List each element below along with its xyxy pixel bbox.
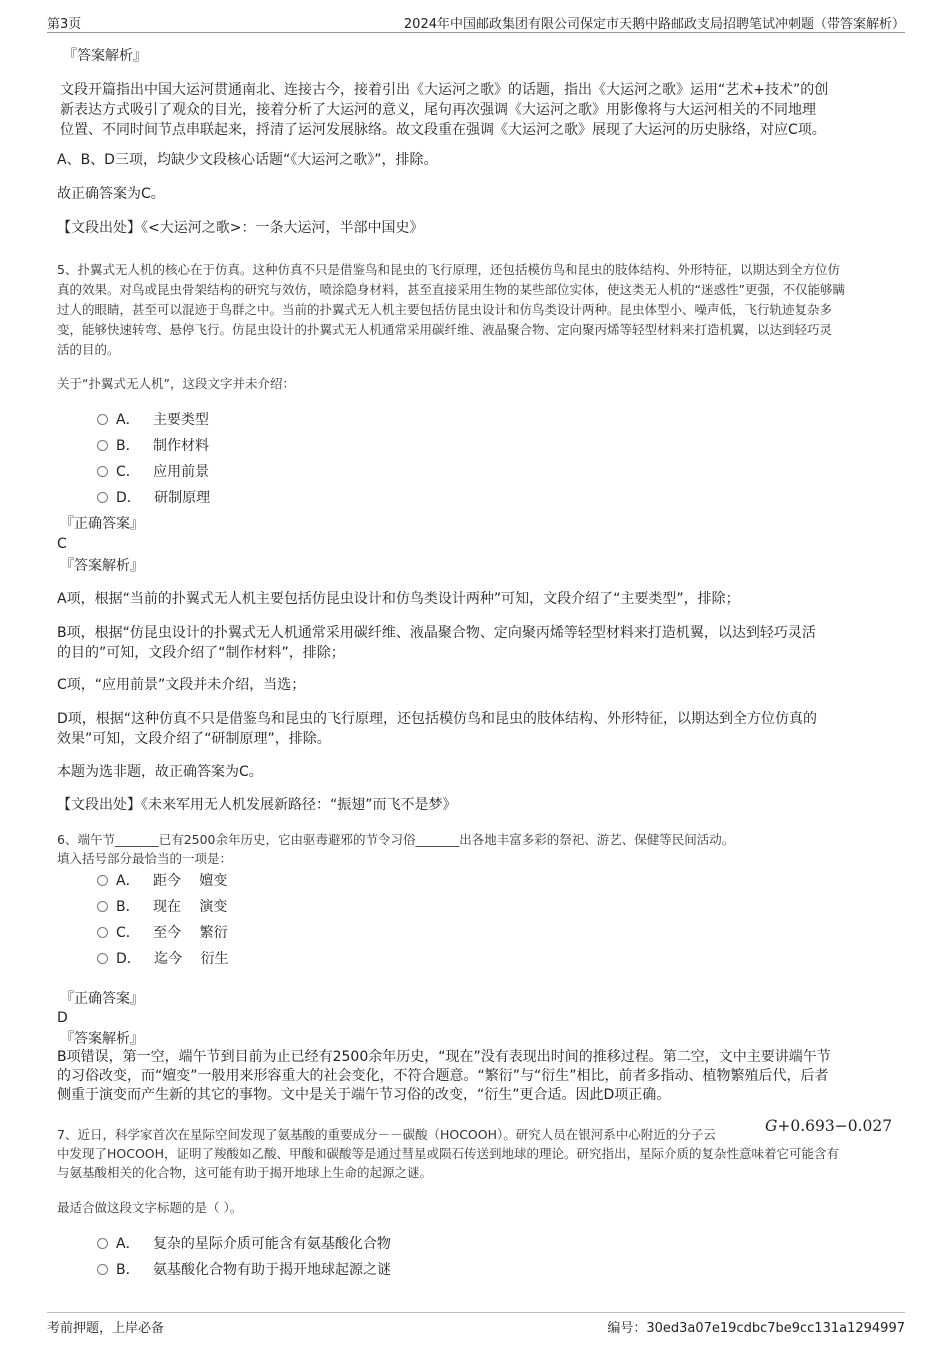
- question-5-text-line: 变，能够快速转弯、悬停飞行。仿昆虫设计的扑翼式无人机通常采用碳纤维、液晶聚合物、定向聚丙烯等轻型材料来打造机翼，以达到轻巧灵: [57, 322, 833, 337]
- question-6-text: 6、端午节_______已有2500余年历史，它由驱毒避邪的节令习俗_______出各地丰富多彩的祭祀、游艺、保健等民间活动。: [57, 832, 735, 847]
- analysis-paragraph-line: 的习俗改变，而“嬗变”一般用来形容重大的社会变化，不符合题意。“繁衍”与“衍生”相比，前者多指动、植物繁殖后代，后者: [57, 1068, 829, 1084]
- option-b[interactable]: B． 氨基酸化合物有助于揭开地球起源之谜: [97, 1260, 391, 1280]
- math-formula: G+0.693−0.027: [765, 1117, 893, 1135]
- option-d[interactable]: D． 迄今 衍生: [97, 949, 229, 969]
- analysis-paragraph-line: 侧重于演变而产生新的其它的事物。文中是关于端午节习俗的改变，“衍生”更合适。因此D项正确。: [57, 1087, 671, 1103]
- page-header: [47, 10, 905, 33]
- question-5-text-line: 活的目的。: [57, 342, 120, 357]
- question-7-text-line: 中发现了HOCOOH，证明了羧酸如乙酸、甲酸和碳酸等是通过彗星或陨石传送到地球的理论。研究指出，星际介质的复杂性意味着它可能含有: [57, 1146, 840, 1161]
- analysis-paragraph-line: A、B、D三项，均缺少文段核心话题“《大运河之歌》”，排除。: [57, 152, 438, 168]
- correct-answer: D: [57, 1010, 68, 1026]
- analysis-conclusion: 故正确答案为C。: [57, 186, 165, 202]
- radio-icon[interactable]: [97, 875, 108, 886]
- option-d[interactable]: D． 研制原理: [97, 488, 210, 508]
- analysis-paragraph-line: 效果”可知，文段介绍了“研制原理”，排除。: [57, 731, 331, 747]
- document-id: 编号：30ed3a07e19cdbc7be9cc131a1294997: [607, 1321, 905, 1336]
- radio-icon[interactable]: [97, 1238, 108, 1249]
- page-number: 第3页: [47, 17, 82, 32]
- option-a[interactable]: A． 复杂的星际介质可能含有氨基酸化合物: [97, 1234, 391, 1254]
- analysis-conclusion: 本题为选非题，故正确答案为C。: [57, 764, 263, 780]
- radio-icon[interactable]: [97, 414, 108, 425]
- radio-icon[interactable]: [97, 1264, 108, 1275]
- document-title: 2024年中国邮政集团有限公司保定市天鹅中路邮政支局招聘笔试冲刺题（带答案解析）: [403, 17, 905, 32]
- analysis-paragraph-line: B项错误，第一空，端午节到目前为止已经有2500余年历史，“现在”没有表现出时间的推移过程。第二空，文中主要讲端午节: [57, 1049, 831, 1065]
- option-c[interactable]: C． 应用前景: [97, 462, 209, 482]
- source-citation: 【文段出处】《未来军用无人机发展新路径：“振翅”而飞不是梦》: [57, 797, 457, 813]
- option-a[interactable]: A． 距今 嬗变: [97, 871, 227, 891]
- correct-answer-label: 『正确答案』: [60, 516, 144, 532]
- radio-icon[interactable]: [97, 440, 108, 451]
- analysis-paragraph-line: 的目的”可知，文段介绍了“制作材料”，排除；: [57, 645, 345, 661]
- radio-icon[interactable]: [97, 901, 108, 912]
- page-footer: [47, 1312, 905, 1336]
- question-5-text-line: 5、扑翼式无人机的核心在于仿真。这种仿真不只是借鉴鸟和昆虫的飞行原理，还包括模仿鸟和昆虫的肢体结构、外形特征，以期达到全方位仿: [57, 262, 840, 277]
- option-c[interactable]: C． 至今 繁衍: [97, 923, 228, 943]
- question-5-prompt: 关于“扑翼式无人机”，这段文字并未介绍：: [57, 376, 295, 391]
- analysis-paragraph-line: 新表达方式吸引了观众的目光，接着分析了大运河的意义，尾句再次强调《大运河之歌》用影像将与大运河相关的不同地理: [60, 102, 816, 118]
- question-6-prompt: 填入括号部分最恰当的一项是：: [57, 851, 233, 866]
- option-b[interactable]: B． 制作材料: [97, 436, 209, 456]
- radio-icon[interactable]: [97, 953, 108, 964]
- analysis-label: 『答案解析』: [60, 1031, 144, 1047]
- question-7-text-line: 与氨基酸相关的化合物，这可能有助于揭开地球上生命的起源之谜。: [57, 1165, 433, 1180]
- analysis-label: 『答案解析』: [63, 48, 147, 64]
- question-7-prompt: 最适合做这段文字标题的是（ ）。: [57, 1200, 243, 1215]
- analysis-paragraph-line: C项，“应用前景”文段并未介绍，当选；: [57, 677, 306, 693]
- radio-icon[interactable]: [97, 927, 108, 938]
- correct-answer: C: [57, 536, 67, 552]
- radio-icon[interactable]: [97, 466, 108, 477]
- analysis-label: 『答案解析』: [60, 558, 144, 574]
- footer-slogan: 考前押题，上岸必备: [47, 1321, 165, 1336]
- analysis-paragraph-line: B项，根据“仿昆虫设计的扑翼式无人机通常采用碳纤维、液晶聚合物、定向聚丙烯等轻型材料来打造机翼，以达到轻巧灵活: [57, 625, 816, 641]
- radio-icon[interactable]: [97, 492, 108, 503]
- analysis-paragraph-line: 文段开篇指出中国大运河贯通南北、连接古今，接着引出《大运河之歌》的话题，指出《大运河之歌》运用“艺术+技术”的创: [60, 82, 829, 98]
- correct-answer-label: 『正确答案』: [60, 991, 144, 1007]
- question-5-text-line: 过人的眼睛，甚至可以混迹于鸟群之中。当前的扑翼式无人机主要包括仿昆虫设计和仿鸟类设计两种。昆虫体型小、噪声低，飞行轨迹复杂多: [57, 302, 833, 317]
- option-a[interactable]: A． 主要类型: [97, 410, 209, 430]
- source-citation: 【文段出处】《<大运河之歌>：一条大运河，半部中国史》: [57, 220, 424, 236]
- analysis-paragraph-line: D项，根据“这种仿真不只是借鉴鸟和昆虫的飞行原理，还包括模仿鸟和昆虫的肢体结构、外形特征，以期达到全方位仿真的: [57, 711, 818, 727]
- question-5-text-line: 真的效果。对鸟或昆虫骨架结构的研究与效仿，喷涂隐身材料，甚至直接采用生物的某些部位实体，使这类无人机的“迷惑性”更强，不仅能够瞒: [57, 282, 845, 297]
- analysis-paragraph-line: 位置、不同时间节点串联起来，捋清了运河发展脉络。故文段重在强调《大运河之歌》展现了大运河的历史脉络，对应C项。: [60, 122, 826, 138]
- option-b[interactable]: B． 现在 演变: [97, 897, 227, 917]
- question-7-text-line: 7、近日，科学家首次在星际空间发现了氨基酸的重要成分－－碳酸（HOCOOH）。研究人员在银河系中心附近的分子云: [57, 1127, 716, 1142]
- analysis-paragraph-line: A项，根据“当前的扑翼式无人机主要包括仿昆虫设计和仿鸟类设计两种”可知，文段介绍了“主要类型”，排除；: [57, 591, 740, 607]
